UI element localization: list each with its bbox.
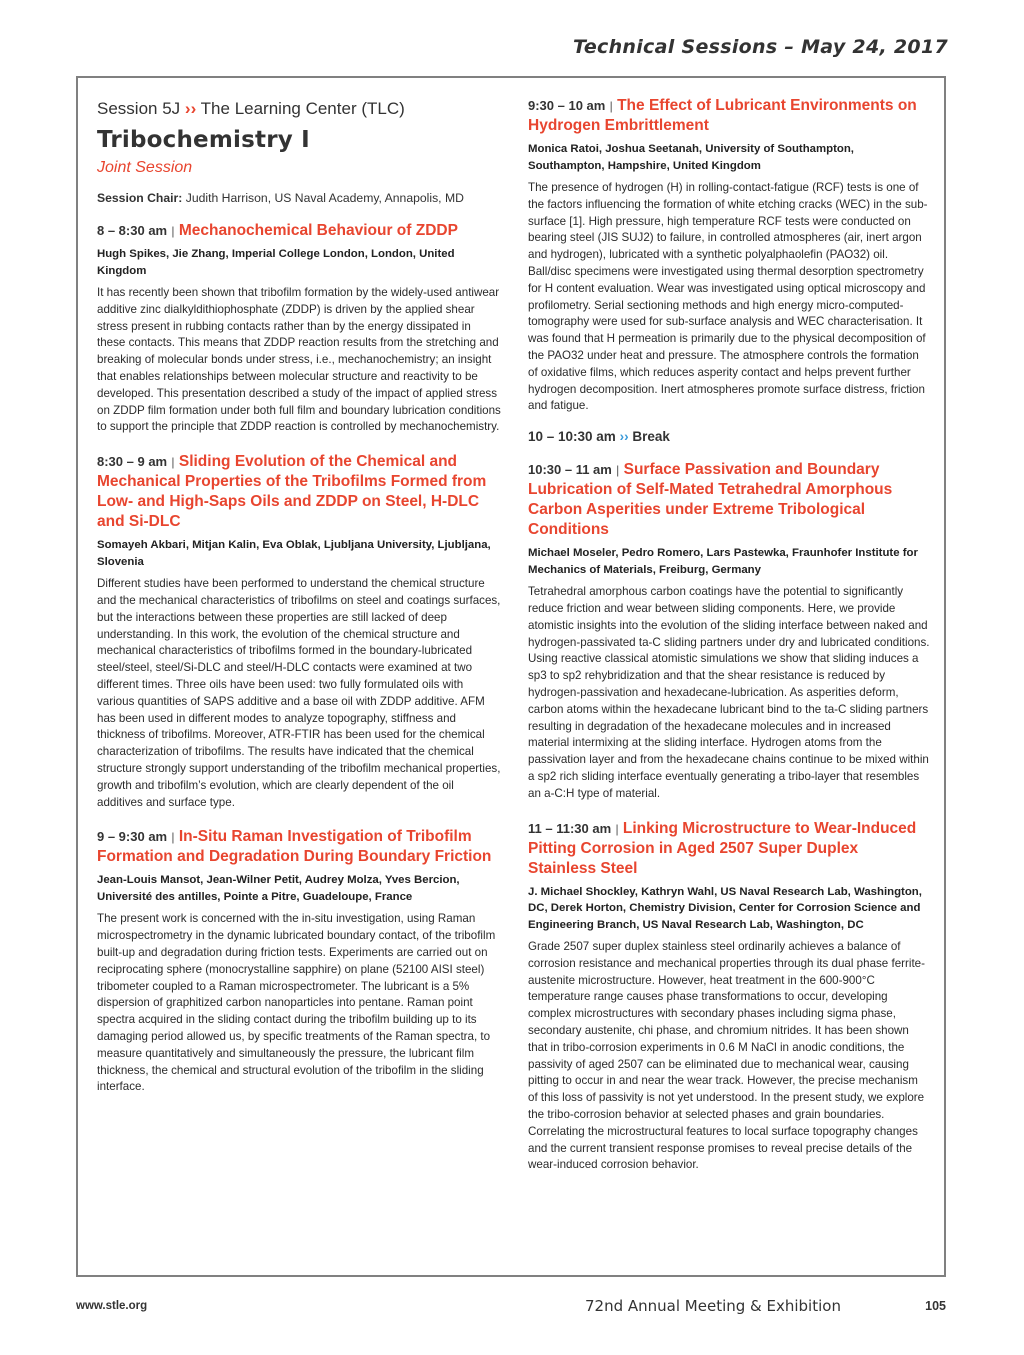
talk-abstract: The present work is concerned with the in-situ investigation, using Raman microspectrometry in the dynamic lubricated boundary contact, of the tribofilm built-up and degradation during friction tests. Experiments are carried out on reciprocating sphere (monocrystalline sapphire) on plane (52100 AISI steel) tribometer coupled to a Raman microspectrometer. The lubricant is a 5% dispersion of graphitized carbon nanoparticles into pentane. Raman point spectra acquired in the sliding contact during the tribofilm building up to its damaging period allowed us, by specific treatments of the Raman spectra, to measure quantitatively and simultaneously the pressure, the lubricant film thickness, the chemical and structural evolution of the tribofilm in the sliding interface. [97, 912, 496, 1094]
talk-separator: | [171, 455, 175, 470]
talk-title: Mechanochemical Behaviour of ZDDP [178, 222, 458, 239]
break-line [528, 429, 930, 444]
break-time: 10 – 10:30 am [528, 429, 616, 445]
session-line [97, 99, 501, 119]
talk-time: 11 – 11:30 am [528, 820, 612, 836]
talk-title: The Effect of Lubricant Environments on Hydrogen Embrittlement [528, 97, 917, 134]
talk-authors: J. Michael Shockley, Kathryn Wahl, US Naval Research Lab, Washington, DC, Derek Horton, Chemistry Division, Center for Corrosion Science and Engineering Branch, US Naval Research Lab, Washington, DC [528, 885, 922, 931]
talk-abstract: Different studies have been performed to understand the chemical structure and the mechanical characteristics of tribofilms on steel and coatings surfaces, but the interactions between these properties are still lacked of deep understanding. In this work, the evolution of the chemical structure and mechanical characteristics of tribofilms formed in the boundary-lubricated steel/steel, steel/Si-DLC and steel/H-DLC contacts were examined at two different times. Three oils have been used: two fully formulated oils with various quantities of SAPS additive and a base oil with ZDDP additive. AFM has been used in different modes to analyze topography, stiffness and thickness of tribofilms. Moreover, ATR-FTIR has been used for the chemical characterization of tribofilms. The results have indicated that the chemical structure strongly support understanding of the tribofilm mechanical properties, growth and tribofilm’s evolution, which are clearly dependent of the oil additives and surface type. [97, 577, 501, 809]
talk-title: In-Situ Raman Investigation of Tribofilm Formation and Degradation During Boundary Friction [97, 828, 492, 866]
track-title: Tribochemistry I [97, 127, 310, 153]
footer-url[interactable]: www.stle.org [76, 1300, 148, 1312]
talk-heading [528, 96, 930, 136]
talk-item [97, 827, 501, 1096]
talk-separator: | [615, 821, 619, 836]
talk-heading [97, 827, 501, 867]
talk-heading [528, 460, 930, 540]
talk-separator: | [609, 99, 613, 113]
session-number: 5J [162, 99, 181, 118]
session-label: Session [97, 99, 158, 118]
talk-separator: | [171, 224, 175, 238]
talk-separator: | [171, 830, 175, 845]
session-chair [97, 191, 501, 205]
talk-authors: Somayeh Akbari, Mitjan Kalin, Eva Oblak, Ljubljana University, Ljubljana, Slovenia [97, 539, 491, 568]
talk-abstract: It has recently been shown that tribofilm formation by the widely-used antiwear additive zinc dialkyldithiophosphate (ZDDP) is driven by the applied shear stress present in rubbing contacts rather than by the energy dissipated in these contacts. This means that ZDDP reaction results from the stretching and breaking of molecular bonds under stress, i.e., mechanochemistry; an insight that enables relationships between molecular structure and reactivity to be developed. This presentation described a study of the impact of applied stress on ZDDP film formation under both full film and boundary lubrication conditions to support the principle that ZDDP reaction is controlled by mechanochemistry. [97, 286, 501, 434]
talk-title: Linking Microstructure to Wear-Induced Pitting Corrosion in Aged 2507 Super Duplex Stainless Steel [528, 819, 917, 877]
session-frame [76, 76, 946, 1277]
talk-abstract: The presence of hydrogen (H) in rolling-contact-fatigue (RCF) tests is one of the factors influencing the formation of white etching cracks (WEC) in the sub-surface [1]. High pressure, high temperature RCF tests were conducted on bearing steel (JIS SUJ2) to failure, in controlled atmospheres (air, inert argon and hydrogen), lubricated with a synthetic polyalphaolefin (PAO32) oil. Ball/disc specimens were investigated using thermal desorption spectrometry for H content evaluation. Wear was investigated using optical microscopy and profilometry. Serial sectioning methods and high energy micro-computed-tomography were used for sub-surface analysis and WEC characterisation. It was found that H permeation is primarily due to the physical decomposition of the PAO32 under heat and pressure. The atmosphere controls the formation of oxidative films, which reduces asperity contact and helps prevent further hydrogen decomposition. Inert atmospheres promote surface distress, friction and fatigue. [528, 181, 928, 413]
talk-separator: | [616, 463, 620, 478]
chevron-right-icon: ›› [619, 429, 629, 445]
talk-heading [97, 221, 501, 241]
chevron-right-icon: ›› [184, 99, 197, 118]
talk-time: 9 – 9:30 am [97, 829, 168, 845]
talk-authors: Jean-Louis Mansot, Jean-Wilner Petit, Audrey Molza, Yves Bercion, Université des antilles, Pointe a Pitre, Guadeloupe, France [97, 874, 460, 903]
talk-item [528, 460, 930, 802]
page-number: 105 [925, 1299, 946, 1313]
session-chair-label: Session Chair: [97, 191, 183, 205]
talk-heading [97, 452, 501, 532]
page-header-title: Technical Sessions – May 24, 2017 [573, 36, 948, 58]
talk-abstract: Grade 2507 super duplex stainless steel ordinarily achieves a balance of corrosion resistance and mechanical properties through its dual phase ferrite-austenite microstructure. However, heat treatment in the 600-900°C temperature range causes phase transformations to occur, developing complex microstructures with secondary phases including sigma phase, secondary austenite, chi phase, and chromium nitrides. It has been shown that in tribo-corrosion experiments in 0.6 M NaCl in anodic conditions, the passivity of aged 2507 can be eliminated due to mechanical wear, causing pitting to occur in and near the wear track. However, the precise mechanism of this loss of passivity is not yet understood. In the present study, we explore the tribo-corrosion behavior at selected phases and grain boundaries. Correlating the microstructural features to local surface topography changes and the current transient response promises to reveal precise details of the wear-induced corrosion behavior. [528, 940, 925, 1172]
talk-title: Surface Passivation and Boundary Lubrication of Self-Mated Tetrahedral Amorphous Carbon Asperities under Extreme Tribological Conditions [528, 461, 893, 539]
talk-item [97, 452, 501, 811]
talk-authors: Hugh Spikes, Jie Zhang, Imperial College London, London, United Kingdom [97, 248, 455, 277]
session-room: The Learning Center (TLC) [200, 99, 405, 118]
right-column [528, 96, 930, 1174]
joint-session-label: Joint Session [97, 159, 193, 176]
talk-authors: Michael Moseler, Pedro Romero, Lars Pastewka, Fraunhofer Institute for Mechanics of Materials, Freiburg, Germany [528, 547, 918, 576]
talk-heading [528, 819, 930, 879]
talk-title: Sliding Evolution of the Chemical and Mechanical Properties of the Tribofilms Formed from Low- and High-Saps Oils and ZDDP on Steel, H-DLC and Si-DLC [97, 453, 487, 531]
talk-authors: Monica Ratoi, Joshua Seetanah, University of Southampton, Southampton, Hampshire, United Kingdom [528, 143, 854, 172]
talk-item [528, 819, 930, 1175]
footer-event-title: 72nd Annual Meeting & Exhibition [585, 1297, 841, 1315]
talk-time: 9:30 – 10 am [528, 98, 606, 113]
talk-time: 8:30 – 9 am [97, 454, 168, 470]
talk-item [97, 221, 501, 436]
left-column [97, 96, 501, 1096]
talk-item [528, 96, 930, 415]
talk-time: 10:30 – 11 am [528, 462, 612, 478]
talk-abstract: Tetrahedral amorphous carbon coatings have the potential to significantly reduce friction and wear between sliding components. Here, we provide atomistic insights into the evolution of the sliding interface between naked and hydrogen-passivated ta-C sliding partners under dry and lubricated conditions. Using reactive classical atomistic simulations we show that sliding induces a sp3 to sp2 rehybridization and that the shear resistance is reduced by hydrogen-passivation and hexadecane-lubrication. As asperities deform, carbon atoms within the hexadecane lubricant bind to the ta-C sliding partners resulting in degradation of the hexadecane molecules and in increased material intermixing at the sliding interface. Hydrogen atoms from the passivation layer and from the hexadecane chains continue to be mixed within a sp2 rich sliding interface eventually generating a tribo-layer that resembles an a-C:H type of material. [528, 585, 930, 800]
session-chair-name: Judith Harrison, US Naval Academy, Annapolis, MD [185, 191, 464, 205]
break-label: Break [632, 429, 670, 445]
talk-time: 8 – 8:30 am [97, 223, 168, 238]
